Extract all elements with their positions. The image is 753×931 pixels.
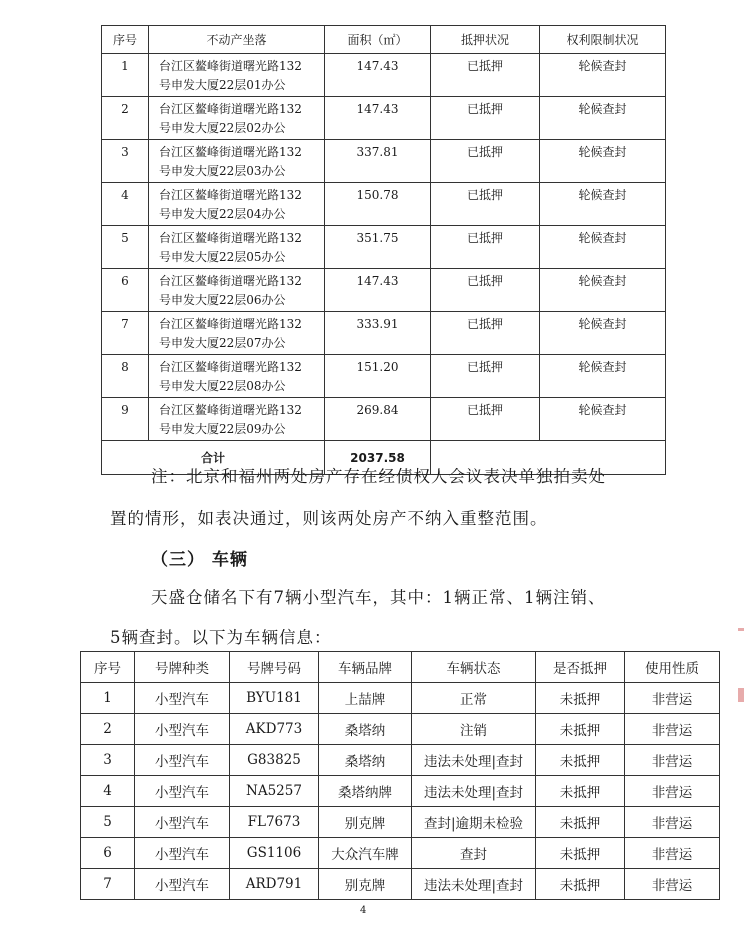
restriction-status: 轮候查封 <box>540 183 666 226</box>
property-row <box>102 355 666 398</box>
property-area: 147.43 <box>325 97 431 140</box>
property-location <box>149 140 325 183</box>
mortgage-status: 已抵押 <box>431 54 540 97</box>
vehicle-table-header <box>81 652 720 683</box>
property-location <box>149 398 325 441</box>
usage-type: 非营运 <box>625 745 720 776</box>
row-number: 3 <box>81 745 135 776</box>
location-line: 号申发大厦22层03办公 <box>159 164 286 178</box>
header-cell: 面积（㎡） <box>325 26 431 54</box>
vehicle-brand: 别克牌 <box>319 869 412 900</box>
property-table-header <box>102 26 666 54</box>
row-number: 1 <box>81 683 135 714</box>
restriction-status: 轮候查封 <box>540 269 666 312</box>
plate-type: 小型汽车 <box>135 683 230 714</box>
property-row <box>102 54 666 97</box>
row-number: 5 <box>102 226 149 269</box>
property-area: 269.84 <box>325 398 431 441</box>
vehicle-row <box>81 838 720 869</box>
note-line-2: 置的情形，如表决通过，则该两处房产不纳入重整范围。 <box>110 509 548 528</box>
property-area: 333.91 <box>325 312 431 355</box>
row-number: 2 <box>102 97 149 140</box>
location-line: 号申发大厦22层06办公 <box>159 293 286 307</box>
vehicle-row <box>81 745 720 776</box>
total-label: 合计 <box>102 441 325 475</box>
plate-type: 小型汽车 <box>135 714 230 745</box>
mortgage-status: 未抵押 <box>536 683 625 714</box>
vehicle-row <box>81 683 720 714</box>
header-cell: 号牌种类 <box>135 652 230 683</box>
row-number: 6 <box>102 269 149 312</box>
vehicle-status: 违法未处理|查封 <box>412 869 536 900</box>
mortgage-status: 已抵押 <box>431 226 540 269</box>
plate-type: 小型汽车 <box>135 745 230 776</box>
plate-number: BYU181 <box>230 683 319 714</box>
row-number: 2 <box>81 714 135 745</box>
mortgage-status: 未抵押 <box>536 869 625 900</box>
property-area: 351.75 <box>325 226 431 269</box>
property-table <box>101 25 666 475</box>
mortgage-status: 未抵押 <box>536 776 625 807</box>
location-line: 台江区鳌峰街道曙光路132 <box>159 274 302 288</box>
header-cell: 序号 <box>102 26 149 54</box>
restriction-status: 轮候查封 <box>540 140 666 183</box>
vehicle-brand: 桑塔纳牌 <box>319 776 412 807</box>
usage-type: 非营运 <box>625 838 720 869</box>
location-line: 台江区鳌峰街道曙光路132 <box>159 59 302 73</box>
row-number: 9 <box>102 398 149 441</box>
property-row <box>102 269 666 312</box>
restriction-status: 轮候查封 <box>540 97 666 140</box>
location-line: 号申发大厦22层01办公 <box>159 78 286 92</box>
row-number: 7 <box>81 869 135 900</box>
vehicle-status: 违法未处理|查封 <box>412 745 536 776</box>
location-line: 台江区鳌峰街道曙光路132 <box>159 403 302 417</box>
vehicle-row <box>81 807 720 838</box>
plate-type: 小型汽车 <box>135 838 230 869</box>
section-line-1: 天盛仓储名下有7辆小型汽车，其中：1辆正常、1辆注销、 <box>151 588 606 607</box>
vehicle-status: 注销 <box>412 714 536 745</box>
mortgage-status: 未抵押 <box>536 807 625 838</box>
property-location <box>149 226 325 269</box>
location-line: 号申发大厦22层09办公 <box>159 422 286 436</box>
row-number: 7 <box>102 312 149 355</box>
property-location <box>149 183 325 226</box>
plate-number: FL7673 <box>230 807 319 838</box>
row-number: 8 <box>102 355 149 398</box>
row-number: 4 <box>81 776 135 807</box>
vehicle-brand: 上喆牌 <box>319 683 412 714</box>
mortgage-status: 已抵押 <box>431 398 540 441</box>
header-cell: 号牌号码 <box>230 652 319 683</box>
mortgage-status: 已抵押 <box>431 140 540 183</box>
plate-number: G83825 <box>230 745 319 776</box>
vehicle-status: 查封 <box>412 838 536 869</box>
header-cell: 权利限制状况 <box>540 26 666 54</box>
mortgage-status: 未抵押 <box>536 714 625 745</box>
restriction-status: 轮候查封 <box>540 54 666 97</box>
vehicle-row <box>81 776 720 807</box>
header-cell: 抵押状况 <box>431 26 540 54</box>
vehicle-row <box>81 869 720 900</box>
plate-type: 小型汽车 <box>135 807 230 838</box>
scan-mark <box>738 688 744 702</box>
property-area: 150.78 <box>325 183 431 226</box>
plate-number: NA5257 <box>230 776 319 807</box>
location-line: 号申发大厦22层02办公 <box>159 121 286 135</box>
mortgage-status: 已抵押 <box>431 269 540 312</box>
vehicle-status: 正常 <box>412 683 536 714</box>
total-value: 2037.58 <box>325 441 431 475</box>
row-number: 3 <box>102 140 149 183</box>
plate-type: 小型汽车 <box>135 869 230 900</box>
mortgage-status: 未抵押 <box>536 838 625 869</box>
property-row <box>102 183 666 226</box>
page-number: 4 <box>360 905 367 916</box>
header-cell: 不动产坐落 <box>149 26 325 54</box>
property-row <box>102 140 666 183</box>
property-location <box>149 355 325 398</box>
mortgage-status: 未抵押 <box>536 745 625 776</box>
property-location <box>149 54 325 97</box>
property-row <box>102 398 666 441</box>
vehicle-brand: 桑塔纳 <box>319 745 412 776</box>
property-area: 337.81 <box>325 140 431 183</box>
header-cell: 序号 <box>81 652 135 683</box>
property-location <box>149 97 325 140</box>
restriction-status: 轮候查封 <box>540 226 666 269</box>
section-line-2: 5辆查封。以下为车辆信息： <box>110 628 332 647</box>
vehicle-brand: 大众汽车牌 <box>319 838 412 869</box>
property-location <box>149 312 325 355</box>
vehicle-status: 违法未处理|查封 <box>412 776 536 807</box>
restriction-status: 轮候查封 <box>540 355 666 398</box>
location-line: 台江区鳌峰街道曙光路132 <box>159 188 302 202</box>
plate-type: 小型汽车 <box>135 776 230 807</box>
usage-type: 非营运 <box>625 714 720 745</box>
header-cell: 车辆品牌 <box>319 652 412 683</box>
location-line: 台江区鳌峰街道曙光路132 <box>159 360 302 374</box>
mortgage-status: 已抵押 <box>431 97 540 140</box>
row-number: 1 <box>102 54 149 97</box>
restriction-status: 轮候查封 <box>540 312 666 355</box>
property-row <box>102 97 666 140</box>
vehicle-row <box>81 714 720 745</box>
location-line: 台江区鳌峰街道曙光路132 <box>159 317 302 331</box>
mortgage-status: 已抵押 <box>431 183 540 226</box>
usage-type: 非营运 <box>625 869 720 900</box>
restriction-status: 轮候查封 <box>540 398 666 441</box>
property-row <box>102 226 666 269</box>
location-line: 号申发大厦22层07办公 <box>159 336 286 350</box>
mortgage-status: 已抵押 <box>431 312 540 355</box>
header-cell: 车辆状态 <box>412 652 536 683</box>
location-line: 台江区鳌峰街道曙光路132 <box>159 231 302 245</box>
scan-mark <box>738 628 744 631</box>
location-line: 号申发大厦22层04办公 <box>159 207 286 221</box>
note-line-1: 注：北京和福州两处房产存在经债权人会议表决单独拍卖处 <box>151 467 606 486</box>
property-location <box>149 269 325 312</box>
row-number: 4 <box>102 183 149 226</box>
usage-type: 非营运 <box>625 683 720 714</box>
usage-type: 非营运 <box>625 776 720 807</box>
usage-type: 非营运 <box>625 807 720 838</box>
vehicle-brand: 桑塔纳 <box>319 714 412 745</box>
row-number: 6 <box>81 838 135 869</box>
vehicle-brand: 别克牌 <box>319 807 412 838</box>
plate-number: ARD791 <box>230 869 319 900</box>
vehicle-table <box>80 651 720 900</box>
row-number: 5 <box>81 807 135 838</box>
location-line: 台江区鳌峰街道曙光路132 <box>159 145 302 159</box>
vehicle-status: 查封|逾期未检验 <box>412 807 536 838</box>
mortgage-status: 已抵押 <box>431 355 540 398</box>
plate-number: GS1106 <box>230 838 319 869</box>
property-area: 147.43 <box>325 269 431 312</box>
property-row <box>102 312 666 355</box>
property-area: 151.20 <box>325 355 431 398</box>
property-area: 147.43 <box>325 54 431 97</box>
header-cell: 是否抵押 <box>536 652 625 683</box>
header-cell: 使用性质 <box>625 652 720 683</box>
location-line: 号申发大厦22层08办公 <box>159 379 286 393</box>
location-line: 台江区鳌峰街道曙光路132 <box>159 102 302 116</box>
location-line: 号申发大厦22层05办公 <box>159 250 286 264</box>
plate-number: AKD773 <box>230 714 319 745</box>
section-heading: （三） 车辆 <box>151 550 248 570</box>
